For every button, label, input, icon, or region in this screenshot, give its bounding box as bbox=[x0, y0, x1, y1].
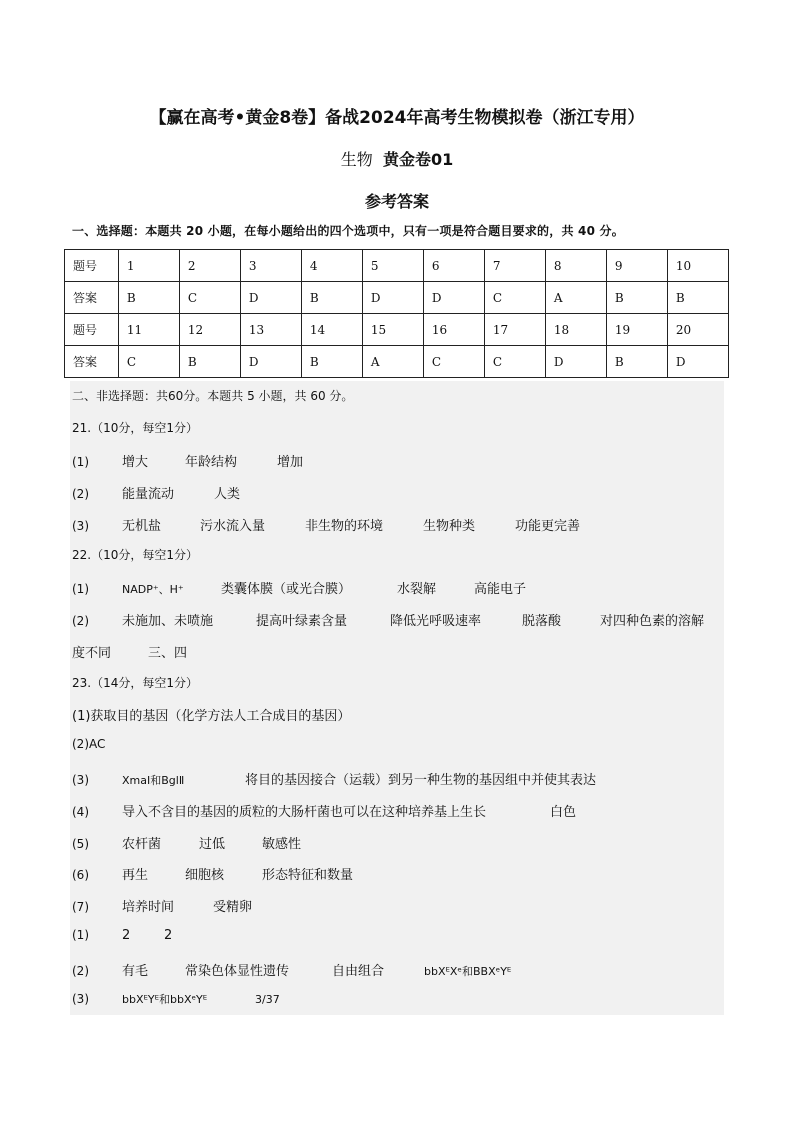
answer-text: 敏感性 bbox=[262, 837, 302, 852]
subject-label: 生物 bbox=[340, 150, 373, 169]
table-cell: 19 bbox=[606, 314, 667, 346]
q21-line-2 bbox=[72, 483, 240, 502]
table-cell: B bbox=[606, 346, 667, 378]
item-number: (1) bbox=[72, 928, 89, 942]
q24-line-3 bbox=[72, 991, 280, 1007]
table-cell: D bbox=[545, 346, 606, 378]
table-cell: 15 bbox=[362, 314, 423, 346]
answer-text: NADP⁺、H⁺ bbox=[122, 583, 184, 596]
answer-text: 能量流动 bbox=[122, 487, 175, 502]
q23-line-5 bbox=[72, 833, 301, 852]
table-cell: 16 bbox=[423, 314, 484, 346]
answer-text: 人类 bbox=[214, 487, 241, 502]
answer-text: 非生物的环境 bbox=[305, 519, 384, 534]
table-cell: C bbox=[484, 282, 545, 314]
answer-text: 三、四 bbox=[148, 646, 188, 661]
section2-heading: 二、非选择题：共60分。本题共 5 小题，共 60 分。 bbox=[72, 389, 354, 403]
document-subtitle bbox=[0, 147, 794, 170]
table-cell: C bbox=[179, 282, 240, 314]
item-number: (2) bbox=[72, 614, 89, 628]
table-cell: B bbox=[606, 282, 667, 314]
answer-text: bbXᴱXᵉ和BBXᵉYᴱ bbox=[424, 965, 512, 978]
table-cell: C bbox=[484, 346, 545, 378]
answer-area-background bbox=[70, 381, 724, 1015]
table-cell: 9 bbox=[606, 250, 667, 282]
answer-text: 未施加、未喷施 bbox=[122, 614, 214, 629]
item-number: (4) bbox=[72, 805, 89, 819]
answer-text: 生物种类 bbox=[423, 519, 476, 534]
answer-text: 类囊体膜（或光合膜） bbox=[221, 582, 352, 597]
answer-text: 3/37 bbox=[255, 993, 280, 1006]
table-cell: 18 bbox=[545, 314, 606, 346]
answer-text: 增大 bbox=[122, 455, 149, 470]
table-cell: 题号 bbox=[65, 250, 119, 282]
table-row bbox=[65, 314, 729, 346]
table-cell: 10 bbox=[667, 250, 728, 282]
table-cell: 13 bbox=[240, 314, 301, 346]
q23-line-1: (1)获取目的基因（化学方法人工合成目的基因） bbox=[72, 709, 351, 724]
answer-text: 导入不含目的基因的质粒的大肠杆菌也可以在这种培养基上生长 bbox=[122, 805, 487, 820]
paper-label: 黄金卷01 bbox=[382, 150, 454, 169]
table-cell: B bbox=[667, 282, 728, 314]
item-number: (2) bbox=[72, 964, 89, 978]
answer-text: 2 bbox=[164, 928, 173, 943]
item-number: (5) bbox=[72, 837, 89, 851]
q23-header: 23.（14分，每空1分） bbox=[72, 676, 198, 690]
table-cell: 7 bbox=[484, 250, 545, 282]
item-number: (1) bbox=[72, 582, 89, 596]
table-row bbox=[65, 250, 729, 282]
q21-line-3 bbox=[72, 515, 580, 534]
table-cell: 6 bbox=[423, 250, 484, 282]
answer-text: 提高叶绿素含量 bbox=[256, 614, 348, 629]
answer-text: 高能电子 bbox=[474, 582, 527, 597]
answer-text: 农杆菌 bbox=[122, 837, 162, 852]
table-cell: 11 bbox=[118, 314, 179, 346]
answer-text: 形态特征和数量 bbox=[262, 868, 354, 883]
table-cell: 17 bbox=[484, 314, 545, 346]
answer-text: 污水流入量 bbox=[200, 519, 266, 534]
table-cell: D bbox=[423, 282, 484, 314]
table-row bbox=[65, 282, 729, 314]
section1-heading: 一、选择题：本题共 20 小题，在每小题给出的四个选项中，只有一项是符合题目要求的，共 40 分。 bbox=[72, 224, 624, 238]
table-cell: 14 bbox=[301, 314, 362, 346]
answer-table bbox=[64, 249, 729, 378]
q21-header: 21.（10分，每空1分） bbox=[72, 421, 198, 435]
table-cell: C bbox=[118, 346, 179, 378]
table-cell: B bbox=[179, 346, 240, 378]
answers-heading: 参考答案 bbox=[364, 192, 429, 211]
answer-text: 受精卵 bbox=[213, 900, 253, 915]
item-number: (3) bbox=[72, 519, 89, 533]
q22-line-2-continued bbox=[72, 642, 187, 661]
answer-text: 功能更完善 bbox=[515, 519, 581, 534]
answer-text: 度不同 bbox=[72, 646, 112, 661]
answer-text: 将目的基因接合（运载）到另一种生物的基因组中并使其表达 bbox=[245, 773, 597, 788]
answer-text: 无机盐 bbox=[122, 519, 162, 534]
document-title: 【赢在高考•黄金8卷】备战2024年高考生物模拟卷（浙江专用） bbox=[149, 108, 645, 128]
item-number: (2) bbox=[72, 487, 89, 501]
table-cell: 2 bbox=[179, 250, 240, 282]
table-cell: 3 bbox=[240, 250, 301, 282]
answer-text: 降低光呼吸速率 bbox=[390, 614, 482, 629]
q23-line-2: (2)AC bbox=[72, 737, 106, 751]
answer-text: 培养时间 bbox=[122, 900, 175, 915]
table-cell: D bbox=[362, 282, 423, 314]
table-cell: D bbox=[667, 346, 728, 378]
q23-line-6 bbox=[72, 864, 353, 883]
answer-text: 对四种色素的溶解 bbox=[600, 614, 705, 629]
q22-line-1 bbox=[72, 578, 526, 597]
answer-text: 2 bbox=[122, 928, 131, 943]
answer-text: 白色 bbox=[550, 805, 577, 820]
answer-text: 常染色体显性遗传 bbox=[185, 964, 290, 979]
q23-line-7 bbox=[72, 896, 252, 915]
answer-text: 年龄结构 bbox=[185, 455, 238, 470]
q23-line-4 bbox=[72, 801, 576, 820]
item-number: (7) bbox=[72, 900, 89, 914]
answer-text: 有毛 bbox=[122, 964, 149, 979]
q24-line-1 bbox=[72, 928, 172, 943]
table-row bbox=[65, 346, 729, 378]
answer-text: 再生 bbox=[122, 868, 149, 883]
table-cell: 4 bbox=[301, 250, 362, 282]
table-cell: 题号 bbox=[65, 314, 119, 346]
table-cell: 5 bbox=[362, 250, 423, 282]
table-cell: 1 bbox=[118, 250, 179, 282]
table-cell: B bbox=[118, 282, 179, 314]
table-cell: 12 bbox=[179, 314, 240, 346]
table-cell: A bbox=[545, 282, 606, 314]
table-cell: D bbox=[240, 282, 301, 314]
table-cell: 8 bbox=[545, 250, 606, 282]
item-number: (6) bbox=[72, 868, 89, 882]
table-cell: B bbox=[301, 346, 362, 378]
table-cell: A bbox=[362, 346, 423, 378]
table-cell: C bbox=[423, 346, 484, 378]
table-cell: B bbox=[301, 282, 362, 314]
item-number: (3) bbox=[72, 992, 89, 1006]
answer-text: 自由组合 bbox=[332, 964, 385, 979]
q23-line-3 bbox=[72, 769, 596, 788]
q24-line-2 bbox=[72, 960, 511, 979]
answer-text: 增加 bbox=[277, 455, 304, 470]
q21-line-1 bbox=[72, 451, 303, 470]
answer-text: 细胞核 bbox=[185, 868, 225, 883]
q22-header: 22.（10分，每空1分） bbox=[72, 548, 198, 562]
table-cell: 20 bbox=[667, 314, 728, 346]
answer-text: bbXᴱYᴱ和bbXᵉYᴱ bbox=[122, 993, 208, 1006]
answer-text: 脱落酸 bbox=[522, 614, 562, 629]
q22-line-2 bbox=[72, 610, 704, 629]
table-cell: 答案 bbox=[65, 282, 119, 314]
answer-text: 过低 bbox=[199, 837, 226, 852]
item-number: (1) bbox=[72, 455, 89, 469]
answer-text: 水裂解 bbox=[397, 582, 437, 597]
answer-text: XmaⅠ和BglⅡ bbox=[122, 774, 185, 787]
table-cell: 答案 bbox=[65, 346, 119, 378]
table-cell: D bbox=[240, 346, 301, 378]
item-number: (3) bbox=[72, 773, 89, 787]
